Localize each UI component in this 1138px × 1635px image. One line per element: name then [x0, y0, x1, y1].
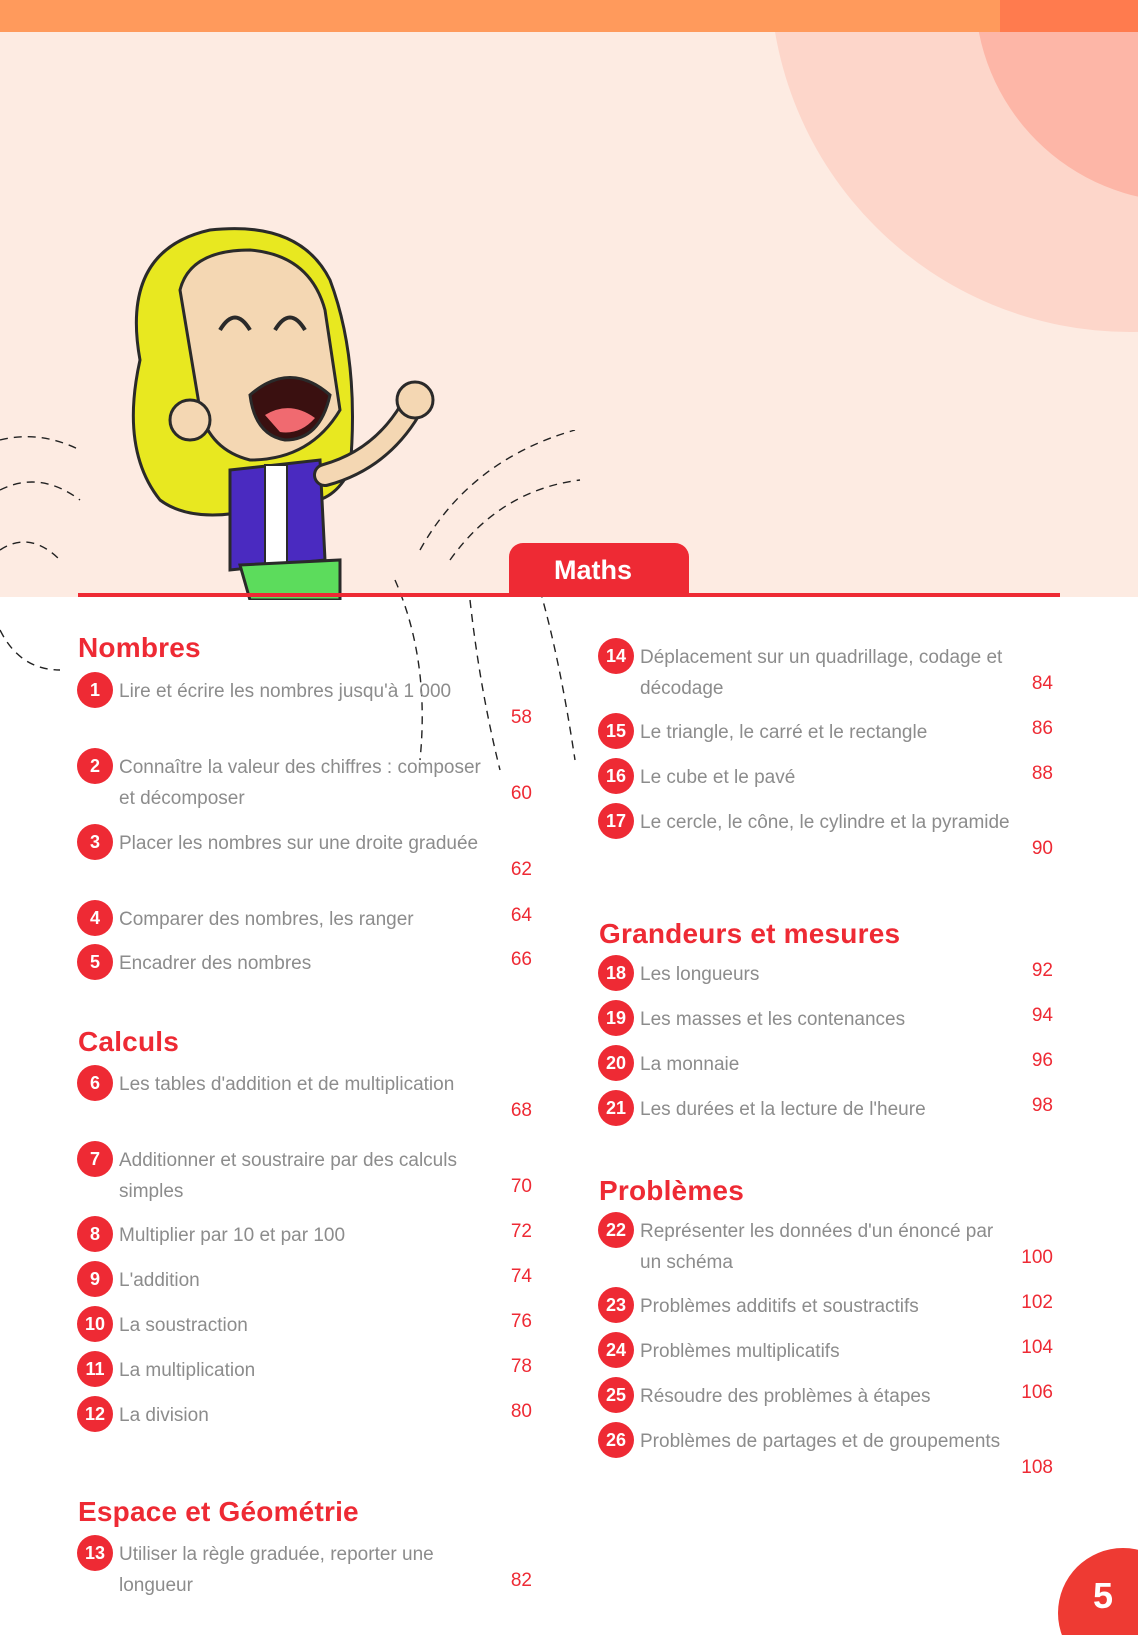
section-title-grandeurs: Grandeurs et mesures [599, 918, 901, 949]
toc-item-page: 102 [1021, 1292, 1053, 1313]
toc-item-page: 76 [510, 1311, 532, 1332]
top-band-accent [1000, 0, 1138, 32]
toc-item-title: Résoudre des problèmes à étapes [640, 1386, 931, 1407]
toc-item-page: 72 [510, 1221, 532, 1242]
section-title-calculs: Calculs [78, 1026, 179, 1057]
chapter-number-badge: 19 [598, 1000, 634, 1036]
toc-item-title: Multiplier par 10 et par 100 [119, 1225, 346, 1246]
chapter-number-badge: 10 [77, 1306, 113, 1342]
toc-item-title: La division [119, 1405, 209, 1426]
chapter-number-badge: 24 [598, 1332, 634, 1368]
header-rule [78, 593, 1060, 597]
chapter-number-badge: 23 [598, 1287, 634, 1323]
toc-item[interactable] [77, 1261, 532, 1301]
chapter-number-badge: 14 [598, 638, 634, 674]
chapter-number-badge: 4 [77, 900, 113, 936]
toc-item-title: Additionner et soustraire par des calculs simples [119, 1150, 457, 1202]
toc-item[interactable] [598, 1422, 1053, 1492]
toc-item-title: La monnaie [640, 1054, 740, 1075]
toc-item-title: Placer les nombres sur une droite graduée [119, 833, 479, 854]
toc-item-page: 88 [1031, 763, 1053, 784]
toc-item-page: 82 [510, 1570, 532, 1591]
toc-item-title: Problèmes multiplicatifs [640, 1341, 840, 1362]
toc-item-page: 58 [510, 707, 532, 728]
toc-item-title: Connaître la valeur des chiffres : composer et décomposer [119, 757, 481, 809]
toc-item[interactable] [77, 1535, 532, 1605]
toc-item-title: Le cercle, le cône, le cylindre et la pyramide [640, 812, 1010, 833]
toc-item[interactable] [598, 1090, 1053, 1130]
toc-item-title: Comparer des nombres, les ranger [119, 909, 414, 930]
mascot-illustration [100, 210, 520, 600]
chapter-number-badge: 13 [77, 1535, 113, 1571]
toc-item[interactable] [77, 748, 532, 818]
toc-item-title: Encadrer des nombres [119, 953, 312, 974]
toc-item-title: Problèmes de partages et de groupements [640, 1431, 1001, 1452]
toc-item[interactable] [598, 638, 1053, 708]
toc-item[interactable] [598, 713, 1053, 753]
toc-item-page: 74 [510, 1266, 532, 1287]
chapter-number-badge: 7 [77, 1141, 113, 1177]
chapter-number-badge: 8 [77, 1216, 113, 1252]
toc-item[interactable] [77, 944, 532, 984]
chapter-number-badge: 11 [77, 1351, 113, 1387]
toc-item[interactable] [77, 1216, 532, 1256]
chapter-number-badge: 25 [598, 1377, 634, 1413]
toc-item-title: La soustraction [119, 1315, 248, 1336]
chapter-number-badge: 3 [77, 824, 113, 860]
toc-item-title: Problèmes additifs et soustractifs [640, 1296, 919, 1317]
toc-item-page: 100 [1021, 1247, 1053, 1268]
toc-item-page: 68 [510, 1100, 532, 1121]
toc-item-page: 78 [510, 1356, 532, 1377]
toc-item-page: 106 [1021, 1382, 1053, 1403]
toc-item[interactable] [598, 1045, 1053, 1085]
toc-item-page: 64 [510, 905, 532, 926]
section-title-problemes: Problèmes [599, 1175, 744, 1206]
chapter-number-badge: 20 [598, 1045, 634, 1081]
chapter-number-badge: 2 [77, 748, 113, 784]
toc-item-title: Les masses et les contenances [640, 1009, 906, 1030]
top-band [0, 0, 1138, 32]
toc-item-page: 60 [510, 783, 532, 804]
toc-item[interactable] [77, 900, 532, 940]
chapter-number-badge: 16 [598, 758, 634, 794]
section-title-espace: Espace et Géométrie [78, 1496, 359, 1527]
toc-item[interactable] [598, 1000, 1053, 1040]
toc-item[interactable] [77, 1141, 532, 1211]
chapter-number-badge: 9 [77, 1261, 113, 1297]
toc-item-title: Déplacement sur un quadrillage, codage et décodage [640, 647, 1003, 699]
toc-item-title: L'addition [119, 1270, 200, 1291]
toc-item[interactable] [598, 758, 1053, 798]
chapter-number-badge: 12 [77, 1396, 113, 1432]
toc-item-title: Utiliser la règle graduée, reporter une longueur [119, 1544, 434, 1596]
toc-item[interactable] [598, 803, 1053, 873]
toc-item-page: 94 [1031, 1005, 1053, 1026]
chapter-number-badge: 22 [598, 1212, 634, 1248]
toc-item-title: Lire et écrire les nombres jusqu'à 1 000 [119, 681, 452, 702]
toc-item-page: 98 [1031, 1095, 1053, 1116]
toc-item-page: 104 [1021, 1337, 1053, 1358]
chapter-number-badge: 21 [598, 1090, 634, 1126]
toc-item-title: Le triangle, le carré et le rectangle [640, 722, 928, 743]
toc-item-page: 62 [510, 859, 532, 880]
toc-item-title: Représenter les données d'un énoncé par un schéma [640, 1221, 994, 1273]
toc-item-page: 90 [1031, 838, 1053, 859]
toc-item[interactable] [77, 672, 532, 742]
page-number: 5 [1093, 1575, 1114, 1616]
toc-item[interactable] [77, 1306, 532, 1346]
toc-item[interactable] [77, 824, 532, 894]
toc-item[interactable] [77, 1351, 532, 1391]
toc-item-title: Les durées et la lecture de l'heure [640, 1099, 926, 1120]
toc-item[interactable] [77, 1065, 532, 1135]
chapter-number-badge: 17 [598, 803, 634, 839]
toc-item-page: 96 [1031, 1050, 1053, 1071]
toc-item-page: 108 [1021, 1457, 1053, 1478]
toc-item[interactable] [598, 1377, 1053, 1417]
toc-item[interactable] [598, 1212, 1053, 1282]
toc-item-title: Les tables d'addition et de multiplication [119, 1074, 455, 1095]
toc-item-title: Les longueurs [640, 964, 760, 985]
chapter-number-badge: 1 [77, 672, 113, 708]
toc-item-page: 80 [510, 1401, 532, 1422]
toc-item-page: 86 [1031, 718, 1053, 739]
toc-item-title: La multiplication [119, 1360, 256, 1381]
toc-item-page: 66 [510, 949, 532, 970]
toc-item[interactable] [77, 1396, 532, 1436]
toc-item-page: 92 [1031, 960, 1053, 981]
toc-item[interactable] [598, 955, 1053, 995]
toc-item-page: 84 [1031, 673, 1053, 694]
toc-item-page: 70 [510, 1176, 532, 1197]
tab-maths: Maths [509, 543, 689, 595]
toc-item[interactable] [598, 1332, 1053, 1372]
chapter-number-badge: 26 [598, 1422, 634, 1458]
toc-item-title: Le cube et le pavé [640, 767, 796, 788]
chapter-number-badge: 18 [598, 955, 634, 991]
section-title-nombres: Nombres [78, 632, 201, 663]
toc-item[interactable] [598, 1287, 1053, 1327]
chapter-number-badge: 6 [77, 1065, 113, 1101]
chapter-number-badge: 15 [598, 713, 634, 749]
chapter-number-badge: 5 [77, 944, 113, 980]
